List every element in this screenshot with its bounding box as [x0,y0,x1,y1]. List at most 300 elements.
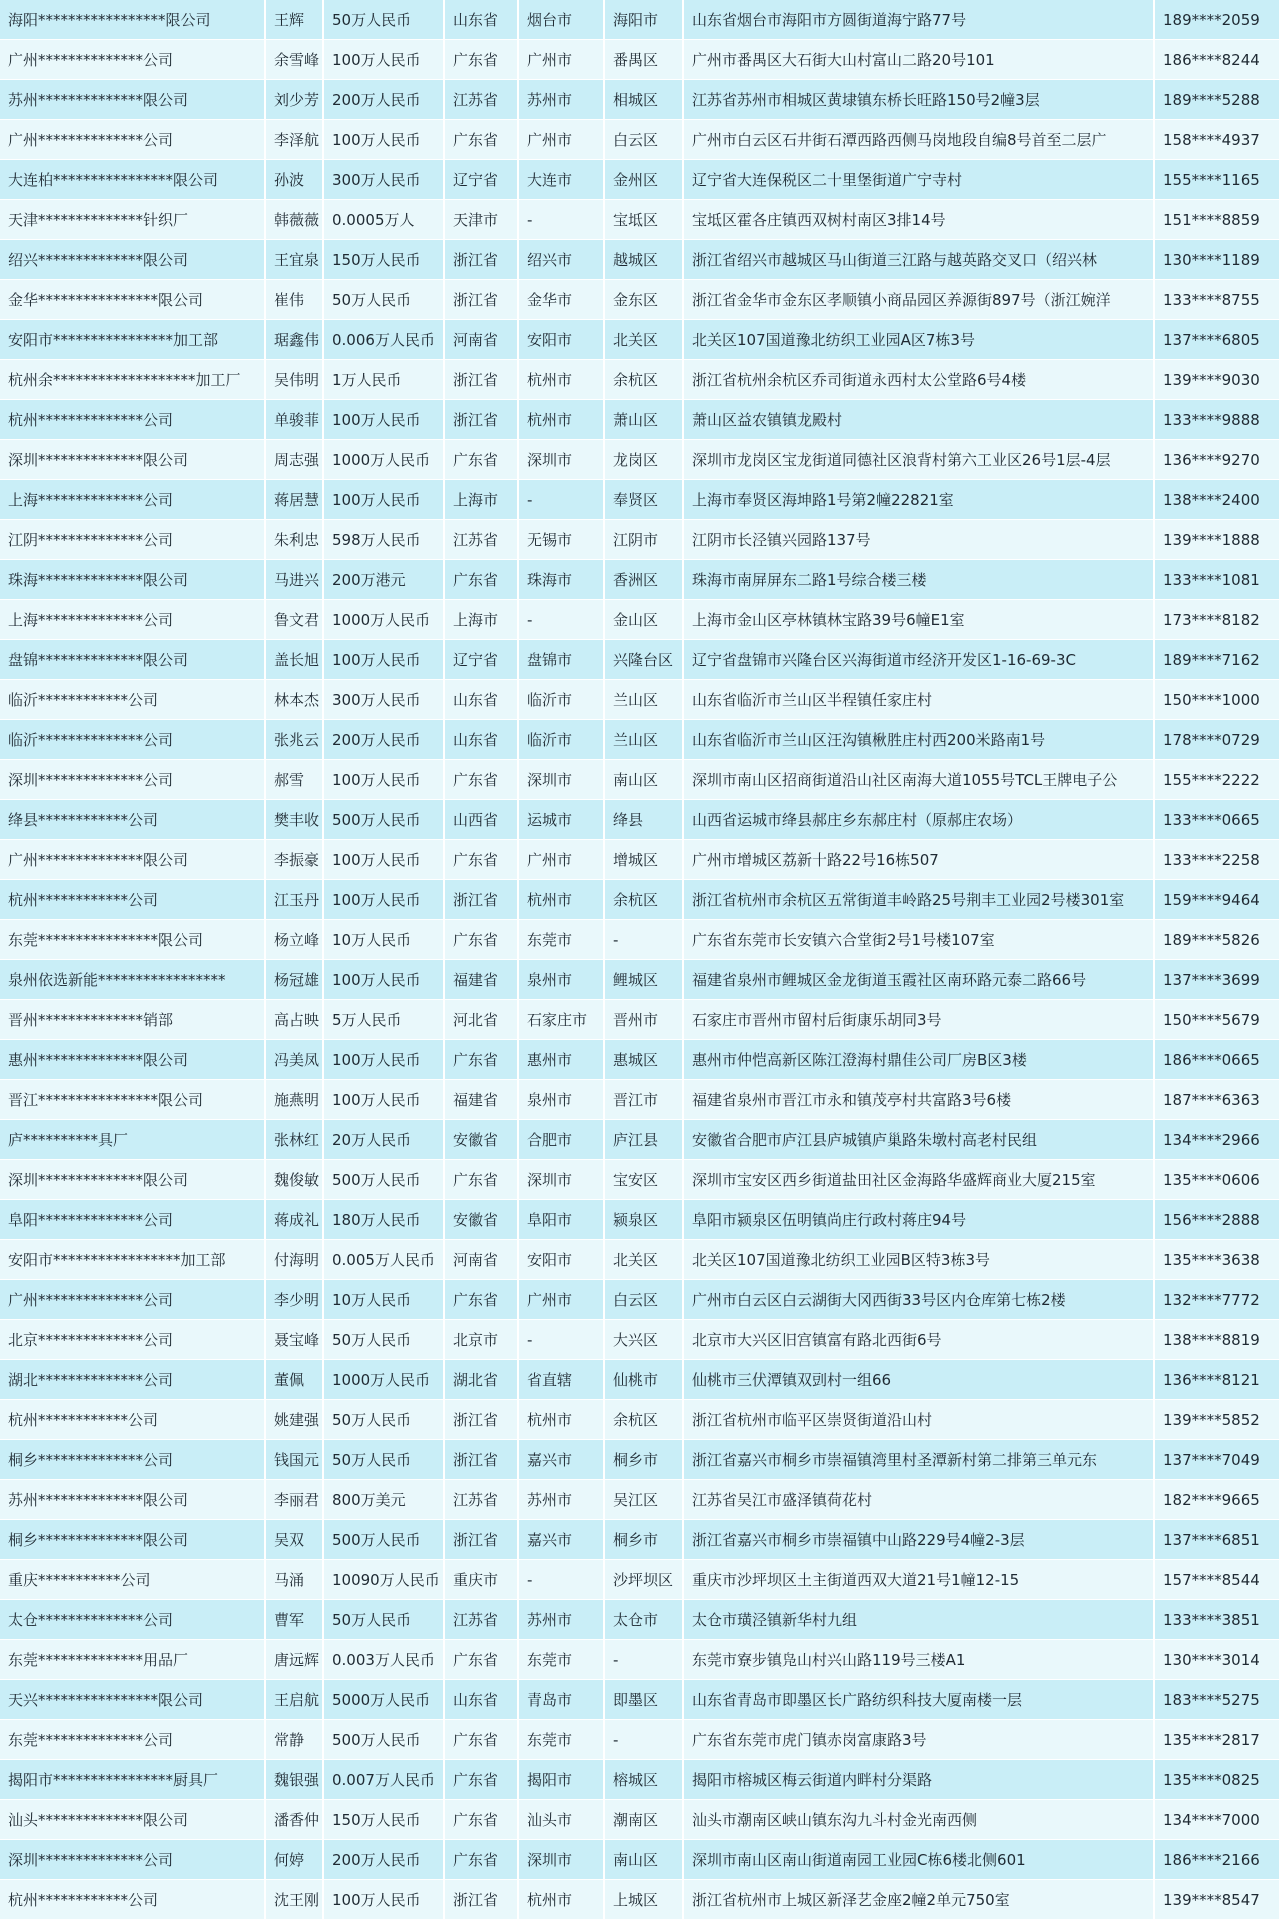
legal-person-cell: 张兆云 [265,720,323,760]
city-cell: 苏州市 [518,1480,604,1520]
phone-cell: 133****0665 [1154,800,1280,840]
table-row [0,1600,1280,1640]
district-cell: 颍泉区 [604,1200,683,1240]
legal-person-cell: 韩薇薇 [265,200,323,240]
province-cell: 江苏省 [444,80,518,120]
city-cell: 金华市 [518,280,604,320]
province-cell: 山东省 [444,720,518,760]
legal-person-cell: 王启航 [265,1680,323,1720]
province-cell: 浙江省 [444,880,518,920]
province-cell: 浙江省 [444,360,518,400]
table-row [0,80,1280,120]
table-row [0,1120,1280,1160]
address-cell: 珠海市南屏屏东二路1号综合楼三楼 [683,560,1154,600]
registered-capital-cell: 800万美元 [323,1480,444,1520]
phone-cell: 136****9270 [1154,440,1280,480]
district-cell: 兰山区 [604,720,683,760]
district-cell: 余杭区 [604,360,683,400]
district-cell: 桐乡市 [604,1520,683,1560]
province-cell: 广东省 [444,1160,518,1200]
registered-capital-cell: 100万人民币 [323,880,444,920]
registered-capital-cell: 50万人民币 [323,1320,444,1360]
registered-capital-cell: 200万人民币 [323,80,444,120]
address-cell: 辽宁省大连保税区二十里堡街道广宁寺村 [683,160,1154,200]
phone-cell: 182****9665 [1154,1480,1280,1520]
city-cell: 嘉兴市 [518,1440,604,1480]
address-cell: 浙江省嘉兴市桐乡市崇福镇中山路229号4幢2-3层 [683,1520,1154,1560]
district-cell: 海阳市 [604,0,683,40]
province-cell: 江苏省 [444,1480,518,1520]
company-name-cell: 盘锦**************限公司 [0,640,265,680]
address-cell: 福建省泉州市鲤城区金龙街道玉霞社区南环路元泰二路66号 [683,960,1154,1000]
company-name-cell: 东莞**************公司 [0,1720,265,1760]
address-cell: 福建省泉州市晋江市永和镇茂亭村共富路3号6楼 [683,1080,1154,1120]
table-row [0,1800,1280,1840]
district-cell: 北关区 [604,320,683,360]
province-cell: 上海市 [444,480,518,520]
city-cell: 运城市 [518,800,604,840]
city-cell: 烟台市 [518,0,604,40]
address-cell: 江阴市长泾镇兴园路137号 [683,520,1154,560]
table-row [0,640,1280,680]
phone-cell: 187****6363 [1154,1080,1280,1120]
table-row [0,1000,1280,1040]
phone-cell: 138****8819 [1154,1320,1280,1360]
address-cell: 北关区107国道豫北纺织工业园B区特3栋3号 [683,1240,1154,1280]
city-cell: 汕头市 [518,1800,604,1840]
company-name-cell: 桐乡**************限公司 [0,1520,265,1560]
registered-capital-cell: 5万人民币 [323,1000,444,1040]
phone-cell: 137****3699 [1154,960,1280,1000]
province-cell: 湖北省 [444,1360,518,1400]
address-cell: 惠州市仲恺高新区陈江澄海村鼎佳公司厂房B区3楼 [683,1040,1154,1080]
city-cell: 绍兴市 [518,240,604,280]
table-row [0,1560,1280,1600]
phone-cell: 134****7000 [1154,1800,1280,1840]
phone-cell: 155****2222 [1154,760,1280,800]
table-row [0,800,1280,840]
district-cell: 金山区 [604,600,683,640]
company-name-cell: 深圳**************限公司 [0,1160,265,1200]
table-row [0,400,1280,440]
city-cell: 安阳市 [518,320,604,360]
district-cell: 宝坻区 [604,200,683,240]
district-cell: - [604,1720,683,1760]
address-cell: 仙桃市三伏潭镇双剅村一组66 [683,1360,1154,1400]
legal-person-cell: 潘香仲 [265,1800,323,1840]
registered-capital-cell: 200万港元 [323,560,444,600]
registered-capital-cell: 100万人民币 [323,1880,444,1920]
district-cell: 庐江县 [604,1120,683,1160]
table-row [0,40,1280,80]
phone-cell: 186****2166 [1154,1840,1280,1880]
city-cell: 深圳市 [518,1160,604,1200]
province-cell: 山东省 [444,1680,518,1720]
city-cell: 苏州市 [518,1600,604,1640]
company-name-cell: 临沂**************公司 [0,720,265,760]
phone-cell: 135****0825 [1154,1760,1280,1800]
company-name-cell: 东莞****************限公司 [0,920,265,960]
district-cell: 奉贤区 [604,480,683,520]
city-cell: - [518,1560,604,1600]
registered-capital-cell: 0.003万人民币 [323,1640,444,1680]
company-name-cell: 深圳**************公司 [0,760,265,800]
registered-capital-cell: 100万人民币 [323,1080,444,1120]
company-name-cell: 深圳**************限公司 [0,440,265,480]
city-cell: 深圳市 [518,1840,604,1880]
district-cell: 番禺区 [604,40,683,80]
city-cell: 珠海市 [518,560,604,600]
legal-person-cell: 李泽航 [265,120,323,160]
company-name-cell: 珠海**************限公司 [0,560,265,600]
company-name-cell: 太仓**************公司 [0,1600,265,1640]
company-name-cell: 广州**************公司 [0,120,265,160]
table-row [0,120,1280,160]
address-cell: 浙江省绍兴市越城区马山街道三江路与越英路交叉口（绍兴林 [683,240,1154,280]
address-cell: 江苏省苏州市相城区黄埭镇东桥长旺路150号2幢3层 [683,80,1154,120]
company-name-cell: 江阴**************公司 [0,520,265,560]
province-cell: 浙江省 [444,280,518,320]
address-cell: 浙江省杭州市临平区崇贤街道沿山村 [683,1400,1154,1440]
city-cell: 揭阳市 [518,1760,604,1800]
registered-capital-cell: 0.005万人民币 [323,1240,444,1280]
province-cell: 安徽省 [444,1120,518,1160]
city-cell: 阜阳市 [518,1200,604,1240]
registered-capital-cell: 100万人民币 [323,120,444,160]
phone-cell: 183****5275 [1154,1680,1280,1720]
company-name-cell: 深圳**************公司 [0,1840,265,1880]
district-cell: 南山区 [604,760,683,800]
registered-capital-cell: 100万人民币 [323,40,444,80]
registered-capital-cell: 5000万人民币 [323,1680,444,1720]
district-cell: 兰山区 [604,680,683,720]
phone-cell: 139****1888 [1154,520,1280,560]
table-row [0,1520,1280,1560]
table-row [0,0,1280,40]
registered-capital-cell: 500万人民币 [323,800,444,840]
address-cell: 广州市白云区石井街石潭西路西侧马岗地段自编8号首至二层广 [683,120,1154,160]
city-cell: 广州市 [518,840,604,880]
address-cell: 广东省东莞市虎门镇赤岗富康路3号 [683,1720,1154,1760]
table-row [0,1440,1280,1480]
city-cell: 东莞市 [518,920,604,960]
legal-person-cell: 魏俊敏 [265,1160,323,1200]
address-cell: 石家庄市晋州市留村后街康乐胡同3号 [683,1000,1154,1040]
phone-cell: 186****0665 [1154,1040,1280,1080]
company-name-cell: 苏州**************限公司 [0,1480,265,1520]
province-cell: 浙江省 [444,240,518,280]
phone-cell: 139****5852 [1154,1400,1280,1440]
registered-capital-cell: 50万人民币 [323,1440,444,1480]
district-cell: 惠城区 [604,1040,683,1080]
legal-person-cell: 单骏菲 [265,400,323,440]
city-cell: 杭州市 [518,880,604,920]
province-cell: 广东省 [444,1800,518,1840]
registered-capital-cell: 10万人民币 [323,920,444,960]
phone-cell: 150****1000 [1154,680,1280,720]
district-cell: 桐乡市 [604,1440,683,1480]
district-cell: 绛县 [604,800,683,840]
legal-person-cell: 付海明 [265,1240,323,1280]
city-cell: 深圳市 [518,760,604,800]
legal-person-cell: 姚建强 [265,1400,323,1440]
province-cell: 浙江省 [444,1520,518,1560]
registered-capital-cell: 10万人民币 [323,1280,444,1320]
registered-capital-cell: 0.007万人民币 [323,1760,444,1800]
city-cell: - [518,480,604,520]
table-row [0,1160,1280,1200]
district-cell: 仙桃市 [604,1360,683,1400]
phone-cell: 134****2966 [1154,1120,1280,1160]
company-name-cell: 汕头**************限公司 [0,1800,265,1840]
table-row [0,1480,1280,1520]
district-cell: 萧山区 [604,400,683,440]
legal-person-cell: 张林红 [265,1120,323,1160]
district-cell: 榕城区 [604,1760,683,1800]
phone-cell: 135****2817 [1154,1720,1280,1760]
address-cell: 广东省东莞市长安镇六合堂街2号1号楼107室 [683,920,1154,960]
address-cell: 山东省临沂市兰山区汪沟镇楸胜庄村西200米路南1号 [683,720,1154,760]
city-cell: - [518,1320,604,1360]
address-cell: 浙江省嘉兴市桐乡市崇福镇湾里村圣潭新村第二排第三单元东 [683,1440,1154,1480]
legal-person-cell: 吴双 [265,1520,323,1560]
phone-cell: 137****6805 [1154,320,1280,360]
address-cell: 萧山区益农镇镇龙殿村 [683,400,1154,440]
table-row [0,920,1280,960]
province-cell: 上海市 [444,600,518,640]
phone-cell: 155****1165 [1154,160,1280,200]
registered-capital-cell: 100万人民币 [323,760,444,800]
registered-capital-cell: 200万人民币 [323,1840,444,1880]
city-cell: 惠州市 [518,1040,604,1080]
province-cell: 广东省 [444,1840,518,1880]
registered-capital-cell: 500万人民币 [323,1520,444,1560]
company-name-cell: 杭州************公司 [0,1880,265,1920]
province-cell: 安徽省 [444,1200,518,1240]
district-cell: 白云区 [604,120,683,160]
address-cell: 汕头市潮南区峡山镇东沟九斗村金光南西侧 [683,1800,1154,1840]
registered-capital-cell: 1000万人民币 [323,600,444,640]
phone-cell: 133****1081 [1154,560,1280,600]
city-cell: 东莞市 [518,1640,604,1680]
district-cell: - [604,1640,683,1680]
district-cell: 白云区 [604,1280,683,1320]
company-name-cell: 杭州************公司 [0,1400,265,1440]
registered-capital-cell: 500万人民币 [323,1160,444,1200]
city-cell: 省直辖 [518,1360,604,1400]
city-cell: 杭州市 [518,400,604,440]
company-name-cell: 上海**************公司 [0,480,265,520]
table-row [0,520,1280,560]
legal-person-cell: 唐远辉 [265,1640,323,1680]
district-cell: 太仓市 [604,1600,683,1640]
company-name-cell: 广州**************公司 [0,1280,265,1320]
registered-capital-cell: 100万人民币 [323,1040,444,1080]
company-name-cell: 广州**************公司 [0,40,265,80]
district-cell: 相城区 [604,80,683,120]
phone-cell: 133****2258 [1154,840,1280,880]
province-cell: 广东省 [444,1720,518,1760]
company-name-cell: 杭州************公司 [0,880,265,920]
address-cell: 东莞市寮步镇凫山村兴山路119号三楼A1 [683,1640,1154,1680]
district-cell: - [604,920,683,960]
company-name-cell: 苏州**************限公司 [0,80,265,120]
registered-capital-cell: 50万人民币 [323,1600,444,1640]
company-name-cell: 安阳市*****************加工部 [0,1240,265,1280]
phone-cell: 158****4937 [1154,120,1280,160]
table-row [0,200,1280,240]
legal-person-cell: 魏银强 [265,1760,323,1800]
address-cell: 上海市奉贤区海坤路1号第2幢22821室 [683,480,1154,520]
address-cell: 山东省临沂市兰山区半程镇任家庄村 [683,680,1154,720]
province-cell: 福建省 [444,1080,518,1120]
phone-cell: 189****5288 [1154,80,1280,120]
company-name-cell: 晋江****************限公司 [0,1080,265,1120]
table-row [0,720,1280,760]
table-row [0,1680,1280,1720]
legal-person-cell: 王辉 [265,0,323,40]
registered-capital-cell: 100万人民币 [323,840,444,880]
address-cell: 浙江省杭州市余杭区五常街道丰岭路25号荆丰工业园2号楼301室 [683,880,1154,920]
company-name-cell: 桐乡**************公司 [0,1440,265,1480]
city-cell: 杭州市 [518,1400,604,1440]
phone-cell: 159****9464 [1154,880,1280,920]
table-row [0,440,1280,480]
city-cell: 安阳市 [518,1240,604,1280]
company-name-cell: 泉州依选新能***************** [0,960,265,1000]
province-cell: 重庆市 [444,1560,518,1600]
registered-capital-cell: 100万人民币 [323,480,444,520]
table-row [0,1640,1280,1680]
province-cell: 广东省 [444,560,518,600]
district-cell: 晋江市 [604,1080,683,1120]
phone-cell: 130****1189 [1154,240,1280,280]
legal-person-cell: 朱利忠 [265,520,323,560]
registered-capital-cell: 50万人民币 [323,0,444,40]
city-cell: 合肥市 [518,1120,604,1160]
table-row [0,1400,1280,1440]
phone-cell: 136****8121 [1154,1360,1280,1400]
address-cell: 安徽省合肥市庐江县庐城镇庐巢路朱墩村高老村民组 [683,1120,1154,1160]
city-cell: 盘锦市 [518,640,604,680]
city-cell: 青岛市 [518,1680,604,1720]
table-row [0,1280,1280,1320]
registered-capital-cell: 0.0005万人 [323,200,444,240]
province-cell: 福建省 [444,960,518,1000]
address-cell: 揭阳市榕城区梅云街道内畔村分渠路 [683,1760,1154,1800]
registered-capital-cell: 1000万人民币 [323,1360,444,1400]
address-cell: 辽宁省盘锦市兴隆台区兴海街道市经济开发区1-16-69-3C [683,640,1154,680]
legal-person-cell: 王宜泉 [265,240,323,280]
legal-person-cell: 常静 [265,1720,323,1760]
table-row [0,320,1280,360]
district-cell: 沙坪坝区 [604,1560,683,1600]
district-cell: 宝安区 [604,1160,683,1200]
address-cell: 宝坻区霍各庄镇西双树村南区3排14号 [683,200,1154,240]
phone-cell: 137****7049 [1154,1440,1280,1480]
registered-capital-cell: 300万人民币 [323,160,444,200]
company-name-cell: 天津**************针织厂 [0,200,265,240]
address-cell: 浙江省杭州余杭区乔司街道永西村太公堂路6号4楼 [683,360,1154,400]
phone-cell: 130****3014 [1154,1640,1280,1680]
address-cell: 广州市白云区白云湖街大冈西街33号区内仓库第七栋2楼 [683,1280,1154,1320]
company-name-cell: 绍兴**************限公司 [0,240,265,280]
legal-person-cell: 沈王刚 [265,1880,323,1920]
legal-person-cell: 李少明 [265,1280,323,1320]
legal-person-cell: 余雪峰 [265,40,323,80]
table-row [0,1720,1280,1760]
company-name-cell: 重庆***********公司 [0,1560,265,1600]
city-cell: 杭州市 [518,1880,604,1920]
legal-person-cell: 杨立峰 [265,920,323,960]
table-row [0,480,1280,520]
legal-person-cell: 孙波 [265,160,323,200]
company-name-cell: 杭州**************公司 [0,400,265,440]
phone-cell: 189****7162 [1154,640,1280,680]
province-cell: 江苏省 [444,1600,518,1640]
phone-cell: 135****3638 [1154,1240,1280,1280]
city-cell: 广州市 [518,120,604,160]
address-cell: 深圳市南山区招商街道沿山社区南海大道1055号TCL王牌电子公 [683,760,1154,800]
province-cell: 广东省 [444,1280,518,1320]
legal-person-cell: 李振豪 [265,840,323,880]
phone-cell: 186****8244 [1154,40,1280,80]
legal-person-cell: 杨冠雄 [265,960,323,1000]
company-name-cell: 金华****************限公司 [0,280,265,320]
district-cell: 即墨区 [604,1680,683,1720]
company-name-cell: 海阳*****************限公司 [0,0,265,40]
city-cell: 泉州市 [518,960,604,1000]
company-name-cell: 东莞**************用品厂 [0,1640,265,1680]
legal-person-cell: 冯美凤 [265,1040,323,1080]
province-cell: 浙江省 [444,1400,518,1440]
table-row [0,960,1280,1000]
province-cell: 广东省 [444,920,518,960]
district-cell: 江阴市 [604,520,683,560]
province-cell: 广东省 [444,840,518,880]
district-cell: 北关区 [604,1240,683,1280]
company-name-cell: 揭阳市****************厨具厂 [0,1760,265,1800]
registered-capital-cell: 100万人民币 [323,640,444,680]
address-cell: 北关区107国道豫北纺织工业园A区7栋3号 [683,320,1154,360]
city-cell: 大连市 [518,160,604,200]
phone-cell: 133****9888 [1154,400,1280,440]
province-cell: 广东省 [444,1640,518,1680]
table-row [0,280,1280,320]
phone-cell: 189****2059 [1154,0,1280,40]
registered-capital-cell: 150万人民币 [323,240,444,280]
table-row [0,560,1280,600]
province-cell: 浙江省 [444,1440,518,1480]
legal-person-cell: 马进兴 [265,560,323,600]
address-cell: 深圳市宝安区西乡街道盐田社区金海路华盛辉商业大厦215室 [683,1160,1154,1200]
province-cell: 广东省 [444,1760,518,1800]
province-cell: 广东省 [444,120,518,160]
district-cell: 潮南区 [604,1800,683,1840]
address-cell: 江苏省吴江市盛泽镇荷花村 [683,1480,1154,1520]
phone-cell: 138****2400 [1154,480,1280,520]
registered-capital-cell: 50万人民币 [323,1400,444,1440]
district-cell: 金东区 [604,280,683,320]
legal-person-cell: 崔伟 [265,280,323,320]
district-cell: 龙岗区 [604,440,683,480]
phone-cell: 178****0729 [1154,720,1280,760]
company-name-cell: 临沂************公司 [0,680,265,720]
city-cell: 东莞市 [518,1720,604,1760]
province-cell: 辽宁省 [444,160,518,200]
district-cell: 吴江区 [604,1480,683,1520]
company-name-cell: 晋州**************销部 [0,1000,265,1040]
